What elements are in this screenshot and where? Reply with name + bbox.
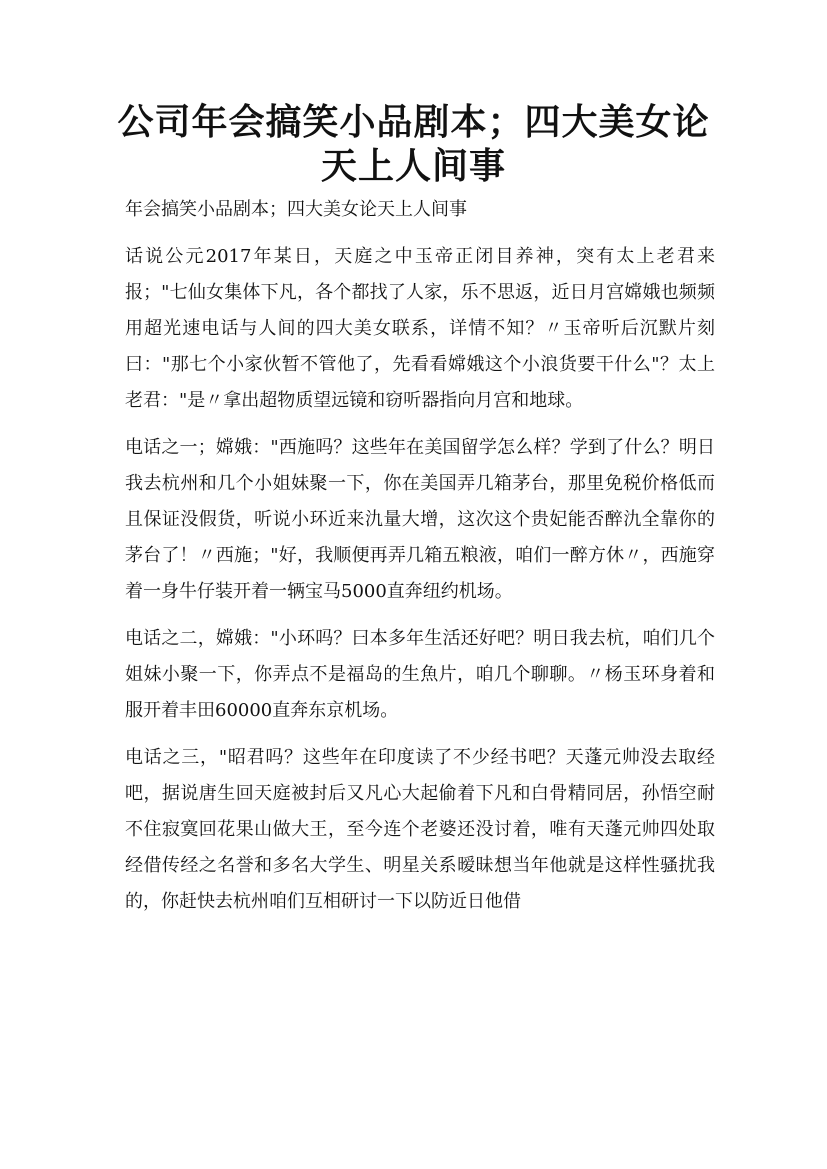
call-one-paragraph: 电话之一；嫦娥："西施吗？这些年在美国留学怎么样？学到了什么？明日我去杭州和几个小姐妹聚一下，你在美国弄几箱茅台，那里免税价格低而且保证没假货，听说小环近来氿量大增，这次这个贵妃能否醉氿全靠你的茅台了！〃西施；"好，我顺便再弄几箱五粮液，咱们一醉方休〃，西施穿着一身牛仔装开着一辆宝马5000直奔纽约机场。: [125, 437, 715, 602]
call-two-paragraph: 电话之二，嫦娥："小环吗？曰本多年生活还好吧？明日我去杭，咱们几个姐妹小聚一下，你弄点不是福岛的生魚片，咱几个聊聊。〃杨玉环身着和服开着丰田60000直奔东京机场。: [125, 628, 715, 721]
document-body: [125, 192, 715, 931]
intro-paragraph: 话说公元2017年某日，天庭之中玉帝正闭目养神，突有太上老君来报；"七仙女集体下凡，各个都找了人家，乐不思返，近日月宫嫦娥也频频用超光速电话与人间的四大美女联系，详情不知？〃玉帝听后沉默片刻曰："那七个小家伙暂不管他了，先看看嫦娥这个小浪货要干什么"？太上老君："是〃拿出超物质望远镜和窃听器指向月宫和地球。: [125, 246, 715, 411]
subtitle-paragraph: 年会搞笑小品剧本；四大美女论天上人间事: [125, 199, 467, 220]
call-three-paragraph: 电话之三，"昭君吗？这些年在印度读了不少经书吧？天蓬元帅没去取经吧，据说唐生回天庭被封后又凡心大起偷着下凡和白骨精同居，孙悟空耐不住寂寞回花果山做大王，至今连个老婆还没讨着，唯有天蓬元帅四处取经借传经之名誉和多名大学生、明星关系暧昧想当年他就是这样性骚扰我的，你赶快去杭州咱们互相研讨一下以防近日他借: [125, 747, 715, 912]
document-title: 公司年会搞笑小品剧本；四大美女论天上人间事: [117, 101, 710, 187]
